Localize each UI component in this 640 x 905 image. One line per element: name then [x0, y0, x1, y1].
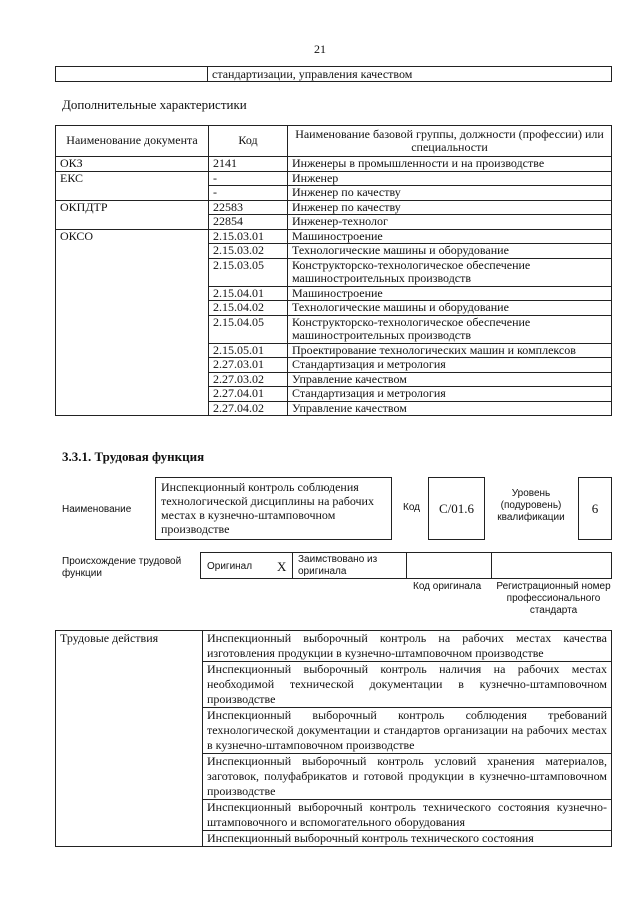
code-cell: 2.27.03.01: [209, 358, 288, 373]
labor-actions-label: Трудовые действия: [56, 631, 203, 847]
original-mark: X: [277, 559, 287, 574]
document-cell: ОКПДТР: [56, 200, 209, 229]
table-row: [56, 67, 612, 82]
code-cell: -: [209, 186, 288, 201]
labor-action-item: Инспекционный выборочный контроль соблюдения требований технологической документации и стандартов организации на рабочих местах в кузнечно-штамповочном производстве: [203, 708, 612, 754]
table-row: [56, 171, 612, 186]
code-cell: 2.15.05.01: [209, 343, 288, 358]
labor-action-item: Инспекционный выборочный контроль технического состояния: [203, 831, 612, 847]
code-label: Код: [403, 502, 421, 513]
group-name-cell: Управление качеством: [288, 401, 612, 416]
group-name-cell: Конструкторско-технологическое обеспечение машиностроительных производств: [288, 258, 612, 286]
continuation-left-cell: [56, 67, 208, 82]
code-cell: 2.15.03.01: [209, 229, 288, 244]
code-cell: 2.15.04.01: [209, 286, 288, 301]
group-name-cell: Конструкторско-технологическое обеспечение машиностроительных производств: [288, 315, 612, 343]
group-name-cell: Управление качеством: [288, 372, 612, 387]
page-number: 21: [314, 42, 326, 56]
group-name-cell: Технологические машины и оборудование: [288, 244, 612, 259]
function-name-box: [155, 477, 392, 540]
group-name-cell: Инженер: [288, 171, 612, 186]
code-cell: 2.27.03.02: [209, 372, 288, 387]
group-name-cell: Инженер по качеству: [288, 200, 612, 215]
code-cell: 2141: [209, 157, 288, 172]
labor-action-item: Инспекционный выборочный контроль наличия на рабочих местах необходимой технической документации в кузнечно-штамповочном производстве: [203, 662, 612, 708]
document-cell: ОКЗ: [56, 157, 209, 172]
group-name-cell: Стандартизация и метрология: [288, 358, 612, 373]
group-name-cell: Инженеры в промышленности и на производстве: [288, 157, 612, 172]
code-cell: 2.15.03.05: [209, 258, 288, 286]
labor-action-item: Инспекционный выборочный контроль на рабочих местах качества изготовления продукции в кузнечно-штамповочном производстве: [203, 631, 612, 662]
document-cell: ОКСО: [56, 229, 209, 416]
table-header-row: [56, 126, 612, 157]
document-cell: ЕКС: [56, 171, 209, 200]
origin-divider: [491, 553, 492, 578]
group-name-cell: Машиностроение: [288, 286, 612, 301]
name-label: Наименование: [62, 504, 132, 515]
borrowed-label: Заимствовано из оригинала: [298, 554, 378, 577]
reg-number-caption: Регистрационный номер профессионального стандарта: [496, 581, 611, 616]
group-name-cell: Технологические машины и оборудование: [288, 301, 612, 316]
code-cell: 22583: [209, 200, 288, 215]
header-group-name: Наименование базовой группы, должности (профессии) или специальности: [288, 126, 612, 157]
level-value: 6: [591, 500, 599, 516]
origin-divider: [292, 553, 293, 578]
code-cell: -: [209, 171, 288, 186]
additional-characteristics-title: Дополнительные характеристики: [62, 97, 247, 112]
labor-action-item: Инспекционный выборочный контроль условий хранения материалов, заготовок, полуфабрикатов и готовой продукции в кузнечно-штамповочном производстве: [203, 754, 612, 800]
code-cell: 22854: [209, 215, 288, 230]
table-row: [56, 229, 612, 244]
level-box: [578, 477, 612, 540]
origin-divider: [406, 553, 407, 578]
characteristics-table: [55, 125, 612, 416]
code-value: C/01.6: [438, 500, 475, 516]
labor-actions-table: [55, 630, 612, 847]
section-title: 3.3.1. Трудовая функция: [62, 449, 205, 464]
header-document: Наименование документа: [56, 126, 209, 157]
origin-row: [200, 552, 612, 579]
continuation-right-cell: стандартизации, управления качеством: [208, 67, 612, 82]
original-label: Оригинал: [207, 561, 253, 572]
function-name-value: Инспекционный контроль соблюдения технологической дисциплины на рабочих местах в кузнечно-штамповочном производстве: [161, 480, 374, 536]
origin-label: Происхождение трудовой функции: [62, 556, 182, 579]
group-name-cell: Машиностроение: [288, 229, 612, 244]
group-name-cell: Инженер по качеству: [288, 186, 612, 201]
header-code: Код: [209, 126, 288, 157]
table-row: [56, 631, 612, 662]
code-cell: 2.15.04.05: [209, 315, 288, 343]
code-cell: 2.27.04.01: [209, 387, 288, 402]
code-cell: 2.15.04.02: [209, 301, 288, 316]
code-cell: 2.27.04.02: [209, 401, 288, 416]
level-label: Уровень (подуровень) квалификации: [497, 488, 565, 523]
group-name-cell: Стандартизация и метрология: [288, 387, 612, 402]
table-row: [56, 200, 612, 215]
code-box: [428, 477, 485, 540]
continuation-table: [55, 66, 612, 82]
group-name-cell: Инженер-технолог: [288, 215, 612, 230]
code-cell: 2.15.03.02: [209, 244, 288, 259]
code-original-caption: Код оригинала: [413, 581, 482, 592]
labor-action-item: Инспекционный выборочный контроль технического состояния кузнечно-штамповочного и вспомогательного оборудования: [203, 800, 612, 831]
table-row: [56, 157, 612, 172]
group-name-cell: Проектирование технологических машин и комплексов: [288, 343, 612, 358]
